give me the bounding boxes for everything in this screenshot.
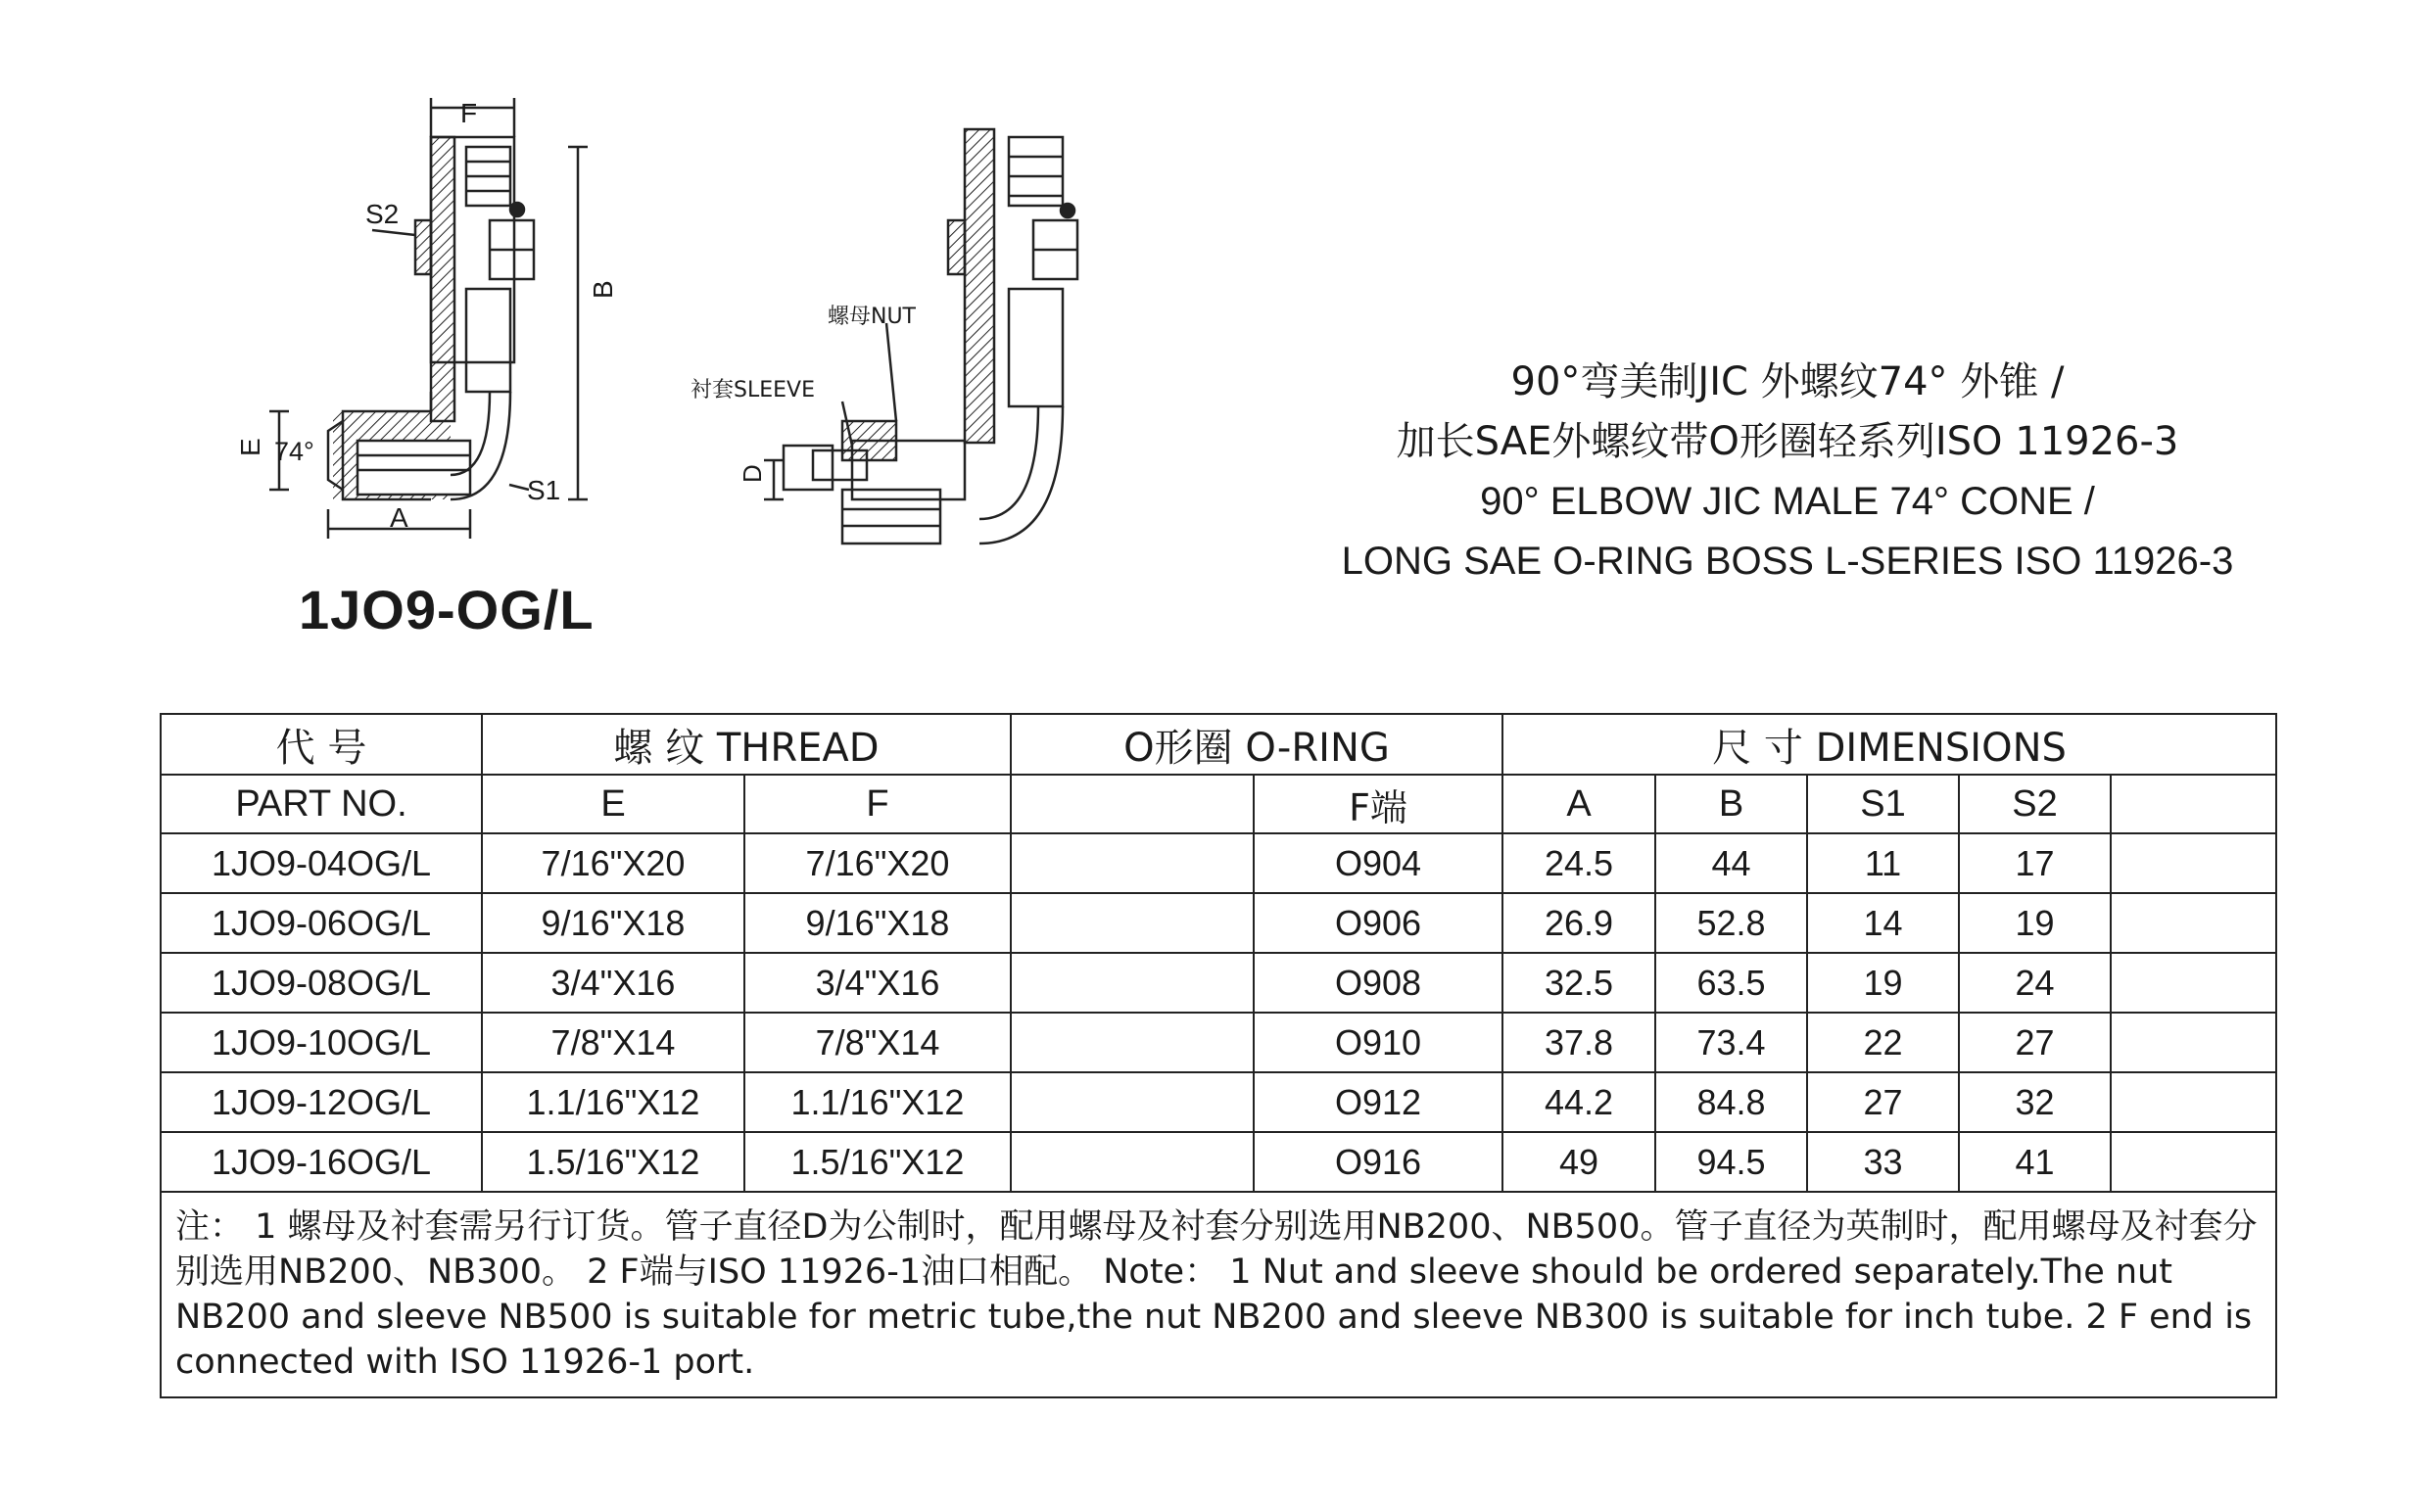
cell-f: 1.5/16"X12 [744, 1132, 1011, 1192]
dim-b-label: B [588, 280, 618, 299]
cell-a: 24.5 [1502, 833, 1655, 893]
cell-b: 84.8 [1655, 1072, 1807, 1132]
cell-b: 52.8 [1655, 893, 1807, 953]
table-note: 注： 1 螺母及衬套需另行订货。管子直径D为公制时，配用螺母及衬套分别选用NB200、NB500。管子直径为英制时，配用螺母及衬套分别选用NB200、NB300。 2 F端与ISO 11926-1油口相配。 Note： 1 Nut and sleeve should be ordered separately.The nut NB200 and sleeve NB500 is suitable for metric tube,the nut NB200 and sleeve NB300 is suitable for inch tube. 2 F end is connected with ISO 11926-1 port. [161, 1192, 2276, 1397]
cell-blank [2111, 953, 2276, 1013]
cell-part: 1JO9-10OG/L [161, 1013, 482, 1072]
cell-s2: 17 [1959, 833, 2111, 893]
cell-blank [2111, 1132, 2276, 1192]
cell-s1: 27 [1807, 1072, 1959, 1132]
header-e: E [482, 775, 744, 833]
cell-s2: 19 [1959, 893, 2111, 953]
cell-f: 1.1/16"X12 [744, 1072, 1011, 1132]
cell-blank [1011, 1072, 1254, 1132]
cell-s2: 24 [1959, 953, 2111, 1013]
cell-f: 7/8"X14 [744, 1013, 1011, 1072]
header-s2: S2 [1959, 775, 2111, 833]
cell-a: 32.5 [1502, 953, 1655, 1013]
title-line-cn-1: 90°弯美制JIC 外螺纹74° 外锥 / [1510, 359, 2065, 404]
cell-f: 9/16"X18 [744, 893, 1011, 953]
header-f: F [744, 775, 1011, 833]
cell-e: 1.1/16"X12 [482, 1072, 744, 1132]
cell-blank [2111, 833, 2276, 893]
title-line-en-2: LONG SAE O-RING BOSS L-SERIES ISO 11926-3 [1341, 540, 2234, 583]
cell-f: 3/4"X16 [744, 953, 1011, 1013]
cell-blank [2111, 1072, 2276, 1132]
dim-f-label: F [460, 98, 478, 128]
cell-oring: O912 [1254, 1072, 1502, 1132]
cell-e: 3/4"X16 [482, 953, 744, 1013]
table-row [161, 1072, 2276, 1132]
cell-part: 1JO9-04OG/L [161, 833, 482, 893]
table-row [161, 833, 2276, 893]
cell-oring: O904 [1254, 833, 1502, 893]
sleeve-label: 衬套SLEEVE [691, 378, 815, 402]
cell-s1: 19 [1807, 953, 1959, 1013]
cell-f: 7/16"X20 [744, 833, 1011, 893]
dim-s1-label: S1 [527, 475, 561, 505]
header-blank [2111, 775, 2276, 833]
header-b: B [1655, 775, 1807, 833]
cell-blank [1011, 833, 1254, 893]
dim-angle-label: 74° [274, 437, 314, 466]
cell-blank [1011, 1132, 1254, 1192]
header-f-end: F端 [1254, 775, 1502, 833]
elbow-side-view [269, 98, 588, 539]
table-row [161, 953, 2276, 1013]
title-line-cn-2: 加长SAE外螺纹带O形圈轻系列ISO 11926-3 [1396, 419, 2179, 464]
cell-part: 1JO9-08OG/L [161, 953, 482, 1013]
cell-oring: O908 [1254, 953, 1502, 1013]
table-row [161, 893, 2276, 953]
header-dimensions: 尺 寸 DIMENSIONS [1502, 714, 2276, 775]
cell-blank [2111, 893, 2276, 953]
cell-blank [1011, 893, 1254, 953]
cell-a: 26.9 [1502, 893, 1655, 953]
cell-blank [1011, 1013, 1254, 1072]
dim-e-label: E [235, 438, 265, 456]
product-title [1224, 353, 2351, 591]
cell-a: 49 [1502, 1132, 1655, 1192]
title-line-en-1: 90° ELBOW JIC MALE 74° CONE / [1480, 480, 2095, 523]
cell-oring: O916 [1254, 1132, 1502, 1192]
table-row [161, 1132, 2276, 1192]
cell-b: 94.5 [1655, 1132, 1807, 1192]
cell-a: 44.2 [1502, 1072, 1655, 1132]
dim-d-label: D [738, 464, 767, 483]
fitting-drawing [0, 0, 1175, 548]
header-part-cn: 代 号 [161, 714, 482, 775]
cell-oring: O906 [1254, 893, 1502, 953]
spec-table [160, 713, 2277, 1398]
cell-b: 63.5 [1655, 953, 1807, 1013]
header-oring-blank [1011, 775, 1254, 833]
dim-s2-label: S2 [365, 199, 400, 229]
cell-s2: 41 [1959, 1132, 2111, 1192]
nut-label: 螺母NUT [828, 305, 916, 329]
table-row [161, 1013, 2276, 1072]
cell-e: 9/16"X18 [482, 893, 744, 953]
cell-part: 1JO9-06OG/L [161, 893, 482, 953]
cell-oring: O910 [1254, 1013, 1502, 1072]
header-thread: 螺 纹 THREAD [482, 714, 1011, 775]
cell-s1: 22 [1807, 1013, 1959, 1072]
header-s1: S1 [1807, 775, 1959, 833]
cell-blank [2111, 1013, 2276, 1072]
cell-part: 1JO9-16OG/L [161, 1132, 482, 1192]
cell-s1: 11 [1807, 833, 1959, 893]
cell-b: 73.4 [1655, 1013, 1807, 1072]
cell-e: 1.5/16"X12 [482, 1132, 744, 1192]
cell-a: 37.8 [1502, 1013, 1655, 1072]
header-part-en: PART NO. [161, 775, 482, 833]
cell-e: 7/16"X20 [482, 833, 744, 893]
cell-s1: 14 [1807, 893, 1959, 953]
model-code: 1JO9-OG/L [299, 579, 595, 640]
cell-part: 1JO9-12OG/L [161, 1072, 482, 1132]
cell-b: 44 [1655, 833, 1807, 893]
header-oring: O形圈 O-RING [1011, 714, 1502, 775]
elbow-assembly-view [764, 129, 1077, 543]
header-a: A [1502, 775, 1655, 833]
cell-s2: 27 [1959, 1013, 2111, 1072]
cell-e: 7/8"X14 [482, 1013, 744, 1072]
cell-blank [1011, 953, 1254, 1013]
cell-s2: 32 [1959, 1072, 2111, 1132]
dim-a-label: A [390, 502, 408, 533]
cell-s1: 33 [1807, 1132, 1959, 1192]
